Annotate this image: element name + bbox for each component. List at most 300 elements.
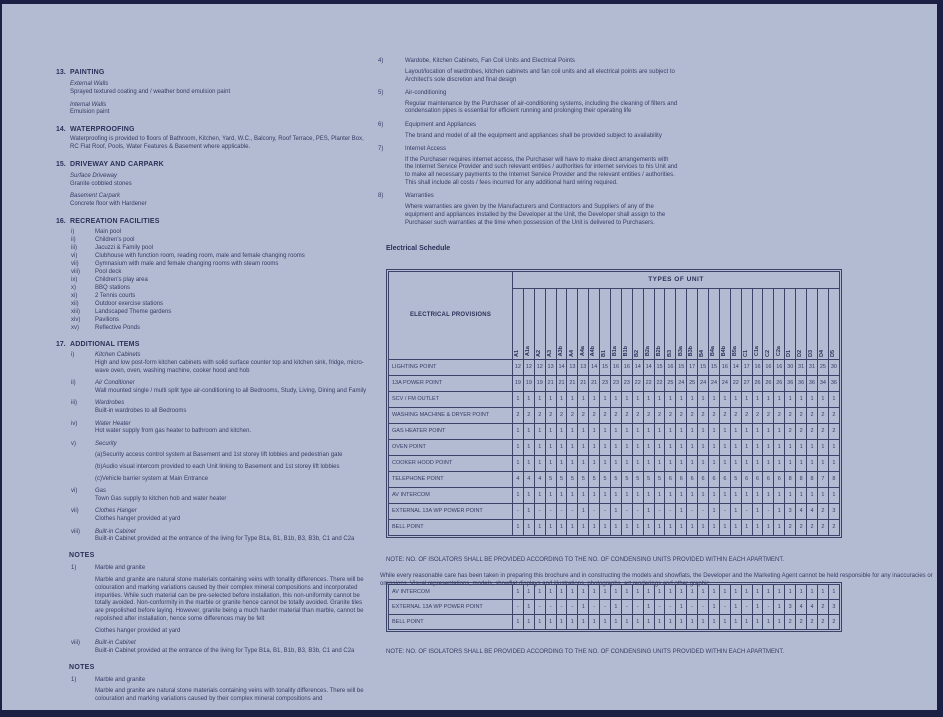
unit-type-label: B1 xyxy=(601,349,608,357)
unit-type-header xyxy=(807,288,818,359)
provision-value: 1 xyxy=(719,614,730,629)
unit-type-header xyxy=(741,288,752,359)
provision-value: 1 xyxy=(676,584,687,599)
provision-value: 1 xyxy=(567,423,578,439)
provision-value: 1 xyxy=(807,455,818,471)
provision-value: - xyxy=(687,599,698,614)
provision-value: 2 xyxy=(665,407,676,423)
provision-value: - xyxy=(600,599,611,614)
provision-value: 1 xyxy=(654,439,665,455)
list-numeral: xiii) xyxy=(71,308,80,315)
item-label: Marble and granite xyxy=(95,565,146,572)
list-item xyxy=(71,380,370,396)
provision-value: 1 xyxy=(611,455,622,471)
provision-value: 14 xyxy=(632,359,643,375)
provision-value: 2 xyxy=(828,614,839,629)
list-text: Children's play area xyxy=(95,276,148,283)
provision-value: 13 xyxy=(545,359,556,375)
provision-value: 26 xyxy=(774,375,785,391)
provision-value: - xyxy=(687,503,698,519)
provision-value: - xyxy=(567,599,578,614)
provision-value: 14 xyxy=(730,359,741,375)
provision-value: 2 xyxy=(643,407,654,423)
clause-number: 4) xyxy=(378,58,384,64)
provision-value: - xyxy=(632,503,643,519)
provision-value: 6 xyxy=(752,471,763,487)
provision-value: 1 xyxy=(687,519,698,535)
clause xyxy=(378,58,680,86)
provision-value: 3 xyxy=(828,599,839,614)
clauses-list xyxy=(378,58,680,230)
unit-type-label: A4a xyxy=(579,346,586,357)
provision-value: 2 xyxy=(698,407,709,423)
table-row xyxy=(389,359,840,375)
provision-value: 1 xyxy=(763,423,774,439)
left-column xyxy=(56,60,370,704)
provision-value: 16 xyxy=(611,359,622,375)
provision-value: 36 xyxy=(828,375,839,391)
provision-value: 2 xyxy=(774,407,785,423)
section-paragraph: Waterproofing is provided to floors of Bathroom, Kitchen, Yard, W.C., Balcony, Roof Terrace, PES, Planter Box, RC Flat Roof, Pools, Water Features & Basement where applicable. xyxy=(70,136,364,150)
unit-type-label: B4a xyxy=(710,346,717,357)
provision-value: 1 xyxy=(600,455,611,471)
provision-value: 1 xyxy=(513,455,524,471)
provision-value: 17 xyxy=(741,359,752,375)
provision-value: 1 xyxy=(763,584,774,599)
list-item xyxy=(71,324,370,332)
provision-value: 1 xyxy=(513,391,524,407)
provision-value: 1 xyxy=(600,439,611,455)
provision-value: 8 xyxy=(828,471,839,487)
section-title: ADDITIONAL ITEMS xyxy=(70,340,140,348)
right-column xyxy=(378,58,937,655)
provision-value: 1 xyxy=(556,519,567,535)
clause-title: Air-conditioning xyxy=(405,89,447,96)
provision-value: - xyxy=(665,503,676,519)
unit-type-label: D1 xyxy=(786,349,793,357)
provision-value: 1 xyxy=(556,584,567,599)
provision-value: 2 xyxy=(545,407,556,423)
provision-value: 36 xyxy=(807,375,818,391)
provision-value: 1 xyxy=(807,584,818,599)
list-item xyxy=(71,276,370,284)
provision-value: 1 xyxy=(807,487,818,503)
provision-value: 5 xyxy=(578,471,589,487)
provision-value: 1 xyxy=(632,614,643,629)
provision-value: 1 xyxy=(523,423,534,439)
provision-value: 1 xyxy=(796,455,807,471)
clause-body-wrap xyxy=(405,90,678,118)
provision-value: 19 xyxy=(523,375,534,391)
provision-value: 19 xyxy=(513,375,524,391)
list-item xyxy=(71,308,370,316)
provision-value: 36 xyxy=(796,375,807,391)
provision-value: 1 xyxy=(741,614,752,629)
provision-value: 1 xyxy=(621,519,632,535)
provision-value: 1 xyxy=(665,487,676,503)
provision-value: 1 xyxy=(643,503,654,519)
provision-value: 1 xyxy=(709,487,720,503)
provision-value: - xyxy=(719,503,730,519)
list-item xyxy=(71,228,370,236)
provision-value: 1 xyxy=(611,503,622,519)
provision-value: 1 xyxy=(556,439,567,455)
unit-type-label: B4b xyxy=(721,346,728,357)
provision-value: 1 xyxy=(741,455,752,471)
unit-type-header xyxy=(828,288,839,359)
provision-value: 1 xyxy=(687,455,698,471)
provision-value: 1 xyxy=(534,391,545,407)
list-numeral: ii) xyxy=(71,236,76,243)
provision-value: 1 xyxy=(676,455,687,471)
provision-value: 3 xyxy=(828,503,839,519)
provision-value: 16 xyxy=(774,359,785,375)
list-item xyxy=(71,284,370,292)
provision-value: 1 xyxy=(523,599,534,614)
provision-value: 1 xyxy=(523,439,534,455)
provision-value: 1 xyxy=(709,519,720,535)
item-body xyxy=(95,529,367,545)
provision-value: 1 xyxy=(611,487,622,503)
provision-value: 24 xyxy=(698,375,709,391)
provision-value: 1 xyxy=(785,487,796,503)
provision-value: 1 xyxy=(730,455,741,471)
unit-type-header xyxy=(556,288,567,359)
provision-value: 5 xyxy=(730,471,741,487)
item-label: Marble and granite xyxy=(95,676,146,683)
provision-value: 1 xyxy=(654,487,665,503)
list-numeral: xv) xyxy=(71,324,79,331)
table-row xyxy=(389,439,840,455)
provision-value: 1 xyxy=(698,455,709,471)
provision-value: 1 xyxy=(698,519,709,535)
item-text: High and low post-form kitchen cabinets with solid surface counter top and kitchen sink, fridge, micro-wave oven, oven, washing machine, cooker hood and hob xyxy=(95,360,364,375)
provision-value: 16 xyxy=(621,359,632,375)
provision-label: EXTERNAL 13A WP POWER POINT xyxy=(389,503,513,519)
provision-value: 2 xyxy=(796,423,807,439)
list-numeral: xii) xyxy=(71,300,79,307)
spec-label: Surface Driveway xyxy=(70,172,118,179)
provision-value: 4 xyxy=(534,471,545,487)
provision-value: 1 xyxy=(632,519,643,535)
provision-value: 1 xyxy=(730,614,741,629)
clause-body: Where warranties are given by the Manufacturers and Contractors and Suppliers of any of the equipment and appliances installed by the Developer at the Unit, the Developer shall assign to the Purchaser such warranties at the time when possession of the Unit is delivered to Purchasers. xyxy=(405,204,666,226)
provision-value: 27 xyxy=(741,375,752,391)
provision-value: 2 xyxy=(817,519,828,535)
provision-value: 2 xyxy=(796,407,807,423)
provision-value: 1 xyxy=(513,423,524,439)
section-heading xyxy=(56,69,370,76)
clause-title: Internet Access xyxy=(405,145,447,152)
provision-value: 1 xyxy=(709,423,720,439)
list-item xyxy=(71,352,370,375)
provision-value: 2 xyxy=(807,519,818,535)
list-numeral: ix) xyxy=(71,276,78,283)
provision-value: 1 xyxy=(643,519,654,535)
list-numeral: vi) xyxy=(71,488,78,495)
provision-value: 1 xyxy=(654,614,665,629)
list-numeral: 1) xyxy=(71,676,77,683)
provision-value: 1 xyxy=(741,439,752,455)
provision-value: 1 xyxy=(643,391,654,407)
provision-value: 2 xyxy=(817,614,828,629)
provision-value: 12 xyxy=(534,359,545,375)
provision-value: 21 xyxy=(567,375,578,391)
provision-value: 1 xyxy=(687,614,698,629)
provision-value: 1 xyxy=(621,487,632,503)
provision-value: 1 xyxy=(828,584,839,599)
provision-value: 1 xyxy=(719,584,730,599)
provision-value: 1 xyxy=(654,519,665,535)
item-body xyxy=(95,565,367,635)
item-text: Built-in Cabinet provided at the entrance of the living for Type B1a, B1, B1b, B3, B3b, C1 and C2a xyxy=(95,536,355,543)
table-row xyxy=(389,487,840,503)
spec-item xyxy=(70,102,370,118)
item-label: Wardrobes xyxy=(95,400,125,407)
provision-value: 13 xyxy=(578,359,589,375)
item-text: Hot water supply from gas heater to bathroom and kitchen. xyxy=(95,428,252,435)
provision-value: 1 xyxy=(523,519,534,535)
clause-body-wrap xyxy=(405,146,678,190)
list-item xyxy=(71,529,370,545)
provision-value: 1 xyxy=(752,423,763,439)
provision-value: 2 xyxy=(796,519,807,535)
provision-value: 1 xyxy=(513,519,524,535)
provision-value: 4 xyxy=(807,503,818,519)
list-numeral: viii) xyxy=(71,268,80,275)
provision-value: 1 xyxy=(545,519,556,535)
provision-value: 1 xyxy=(752,455,763,471)
unit-type-header xyxy=(709,288,720,359)
provision-value: 2 xyxy=(676,407,687,423)
provision-value: - xyxy=(556,503,567,519)
provision-value: 1 xyxy=(774,599,785,614)
provision-value: 1 xyxy=(578,391,589,407)
provision-value: 1 xyxy=(741,487,752,503)
provision-label: EXTERNAL 13A WP POWER POINT xyxy=(389,599,513,614)
provision-value: 1 xyxy=(643,423,654,439)
list-item xyxy=(71,260,370,268)
item-label: Kitchen Cabinets xyxy=(95,352,141,359)
section-number: 17. xyxy=(56,340,66,348)
unit-type-header xyxy=(687,288,698,359)
list-text: Clubhouse with function room, reading room, male and female changing rooms xyxy=(95,252,305,259)
provision-value: 2 xyxy=(709,407,720,423)
provision-value: 1 xyxy=(763,614,774,629)
provision-value: 16 xyxy=(665,359,676,375)
list-item xyxy=(71,292,370,300)
unit-type-label: C2 xyxy=(764,349,771,357)
clause xyxy=(378,146,680,190)
provision-value: 2 xyxy=(632,407,643,423)
clause xyxy=(378,122,680,143)
provision-value: 8 xyxy=(796,471,807,487)
clause-number: 7) xyxy=(378,145,384,152)
list-numeral: vii) xyxy=(71,260,79,267)
clause-number: 8) xyxy=(378,193,384,200)
provision-value: 6 xyxy=(774,471,785,487)
provision-value: 1 xyxy=(698,584,709,599)
clause-title: Wardobe, Kitchen Cabinets, Fan Coil Units and Electrical Points xyxy=(405,58,575,64)
provision-value: 1 xyxy=(556,487,567,503)
item-text: Marble and granite are natural stone materials containing veins with tonality differences. There will be colouration and marking variations caused by their complex mineral compositions and xyxy=(95,688,364,703)
provision-value: 1 xyxy=(698,423,709,439)
provision-value: 1 xyxy=(741,519,752,535)
table-row xyxy=(389,407,840,423)
spec-text: Granite cobbled stones xyxy=(70,180,132,187)
provision-value: 1 xyxy=(545,584,556,599)
list-text: Pool deck xyxy=(95,268,122,275)
provision-value: 15 xyxy=(709,359,720,375)
provision-value: 2 xyxy=(763,407,774,423)
section-heading xyxy=(56,218,370,225)
list-text: Outdoor exercise stations xyxy=(95,300,164,307)
provision-value: 1 xyxy=(730,423,741,439)
unit-type-header xyxy=(665,288,676,359)
provision-value: 1 xyxy=(556,455,567,471)
item-label: Built-in Cabinet xyxy=(95,639,136,646)
unit-type-header xyxy=(698,288,709,359)
provision-value: 24 xyxy=(676,375,687,391)
provision-value: 1 xyxy=(719,455,730,471)
provision-value: 1 xyxy=(828,391,839,407)
unit-type-header xyxy=(578,288,589,359)
table-row xyxy=(389,519,840,535)
provision-value: 1 xyxy=(741,584,752,599)
provision-value: 2 xyxy=(807,423,818,439)
list-numeral: xi) xyxy=(71,292,78,299)
provision-label: WASHING MACHINE & DRYER POINT xyxy=(389,407,513,423)
section-title: DRIVEWAY AND CARPARK xyxy=(70,160,164,168)
electrical-provisions-header: ELECTRICAL PROVISIONS xyxy=(389,271,513,359)
list-text: Children's pool xyxy=(95,236,135,243)
provision-value: 2 xyxy=(817,503,828,519)
provision-value: 1 xyxy=(578,519,589,535)
unit-type-label: A3b xyxy=(557,346,564,357)
provision-value: 1 xyxy=(796,439,807,455)
provision-value: 22 xyxy=(632,375,643,391)
provision-value: 30 xyxy=(828,359,839,375)
provision-value: 5 xyxy=(600,471,611,487)
provision-value: 2 xyxy=(719,407,730,423)
list-item xyxy=(71,400,370,416)
provision-value: 2 xyxy=(523,407,534,423)
list-numeral: vi) xyxy=(71,252,78,259)
provision-value: 1 xyxy=(763,487,774,503)
provision-value: 1 xyxy=(621,584,632,599)
provision-value: 1 xyxy=(665,614,676,629)
unit-type-header xyxy=(774,288,785,359)
provision-label: 13A POWER POINT xyxy=(389,375,513,391)
provision-value: 1 xyxy=(643,584,654,599)
provision-value: - xyxy=(567,503,578,519)
item-text: Town Gas supply to kitchen hob and water heater xyxy=(95,496,227,503)
provision-value: 1 xyxy=(578,614,589,629)
provision-value: 14 xyxy=(643,359,654,375)
notes-heading: NOTES xyxy=(69,663,95,671)
provision-value: 1 xyxy=(752,519,763,535)
item-text: (a)Security access control system at Basement and 1st storey lift lobbies and pedestrian gate xyxy=(95,452,343,459)
provision-value: 1 xyxy=(774,519,785,535)
provision-value: 2 xyxy=(807,407,818,423)
unit-type-label: B1a xyxy=(612,346,619,357)
provision-value: 1 xyxy=(676,503,687,519)
table-row xyxy=(389,375,840,391)
clause-number: 5) xyxy=(378,89,384,96)
spec-label: External Walls xyxy=(70,81,109,87)
provision-value: 1 xyxy=(687,584,698,599)
provision-value: 1 xyxy=(523,487,534,503)
provision-value: 1 xyxy=(785,455,796,471)
provision-value: 1 xyxy=(567,519,578,535)
provision-value: 15 xyxy=(600,359,611,375)
provision-value: 1 xyxy=(730,599,741,614)
clause-title: Warranties xyxy=(405,193,434,200)
provision-value: 1 xyxy=(730,487,741,503)
list-numeral: viii) xyxy=(71,528,80,535)
provision-value: 6 xyxy=(709,471,720,487)
provision-value: 1 xyxy=(611,423,622,439)
provision-value: 1 xyxy=(752,503,763,519)
provision-value: 1 xyxy=(600,487,611,503)
provision-value: 1 xyxy=(589,519,600,535)
provision-value: 25 xyxy=(665,375,676,391)
item-body xyxy=(95,441,367,484)
provision-value: - xyxy=(719,599,730,614)
provision-value: 14 xyxy=(556,359,567,375)
spec-item xyxy=(70,81,370,97)
provision-value: 1 xyxy=(774,584,785,599)
section-title: WATERPROOFING xyxy=(70,126,135,134)
unit-type-label: A1 xyxy=(514,349,521,357)
unit-type-label: B2 xyxy=(633,349,640,357)
provision-value: 1 xyxy=(513,614,524,629)
unit-type-label: B2b xyxy=(655,346,662,357)
provision-value: 1 xyxy=(632,455,643,471)
provision-value: 1 xyxy=(556,391,567,407)
clause-body: The brand and model of all the equipment and appliances shall be provided subject to availability xyxy=(405,132,662,139)
provision-value: 21 xyxy=(578,375,589,391)
provision-value: - xyxy=(545,503,556,519)
provision-value: 1 xyxy=(632,391,643,407)
provision-value: 1 xyxy=(774,503,785,519)
provision-value: 1 xyxy=(665,584,676,599)
provision-value: 34 xyxy=(817,375,828,391)
provision-value: 2 xyxy=(534,407,545,423)
unit-type-label: B3 xyxy=(666,349,673,357)
provision-value: 1 xyxy=(534,439,545,455)
provision-value: 2 xyxy=(817,423,828,439)
provision-value: - xyxy=(665,599,676,614)
spec-text: Concrete floor with Hardener xyxy=(70,201,147,208)
unit-type-header xyxy=(567,288,578,359)
item-body xyxy=(95,640,367,656)
section-heading xyxy=(56,126,370,133)
provision-value: 1 xyxy=(534,614,545,629)
list-numeral: viii) xyxy=(71,639,80,646)
provision-value: - xyxy=(741,503,752,519)
unit-type-header xyxy=(632,288,643,359)
provision-value: 1 xyxy=(752,599,763,614)
provision-value: - xyxy=(632,599,643,614)
provision-value: 1 xyxy=(654,584,665,599)
provision-value: 1 xyxy=(567,455,578,471)
provision-value: 24 xyxy=(709,375,720,391)
list-numeral: x) xyxy=(71,284,76,291)
list-item xyxy=(71,640,370,656)
provision-value: 22 xyxy=(643,375,654,391)
provision-value: 25 xyxy=(687,375,698,391)
